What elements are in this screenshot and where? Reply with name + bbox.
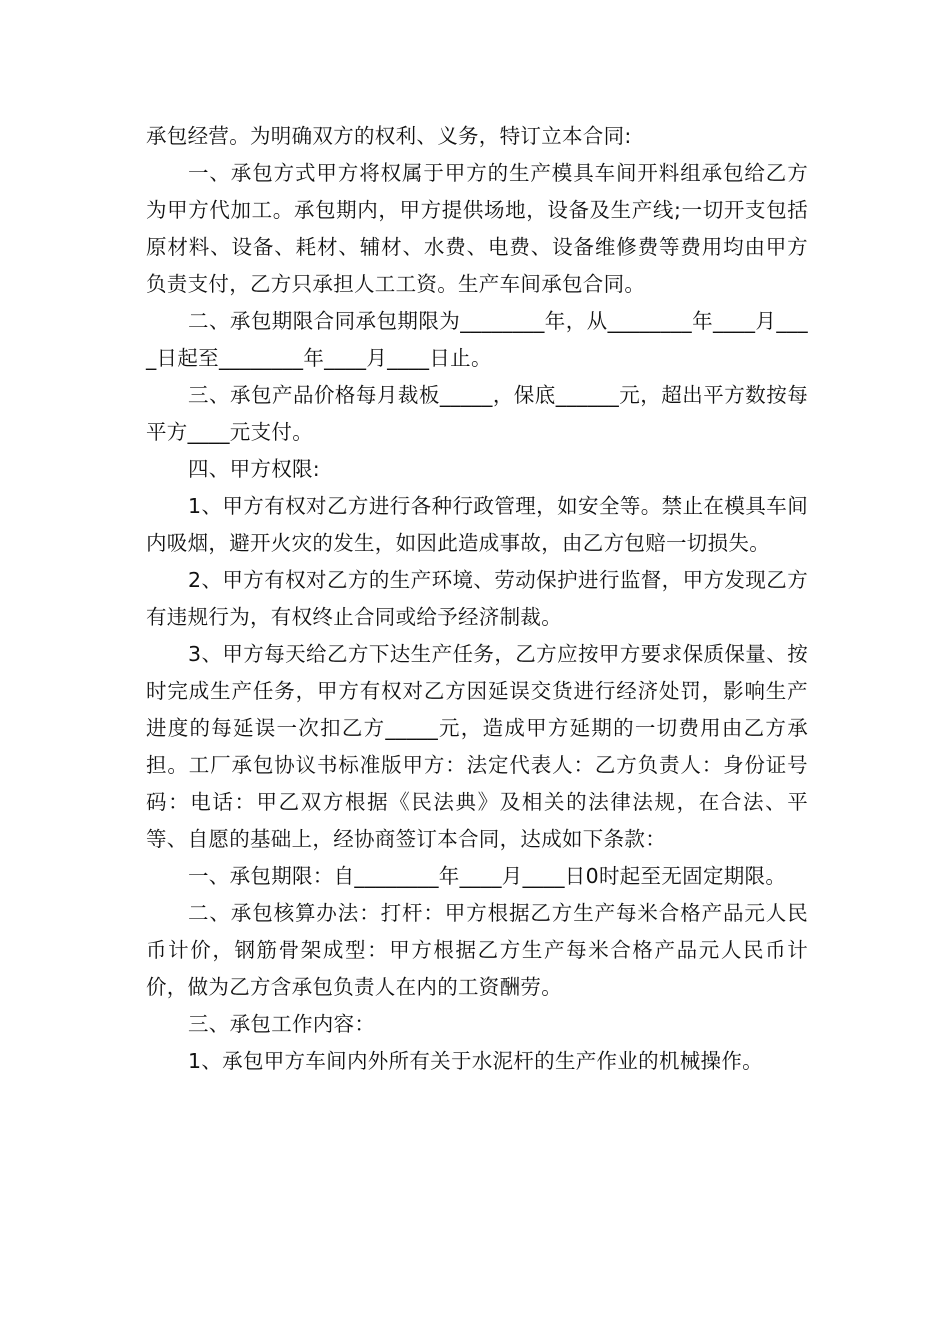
paragraph-intro: 承包经营。为明确双方的权利、义务，特订立本合同: <box>146 124 632 148</box>
paragraph-clause-2-accounting: 二、承包核算办法：打杆：甲方根据乙方生产每米合格产品元人民币计价，钢筋骨架成型：甲方根据乙方生产每米合格产品元人民币计价，做为乙方含承包负责人在内的工资酬劳。 <box>146 901 808 999</box>
paragraph-item-1-machine-operation: 1、承包甲方车间内外所有关于水泥杆的生产作业的机械操作。 <box>188 1049 763 1073</box>
paragraph-clause-4-party-a-rights: 四、甲方权限: <box>188 457 321 481</box>
paragraph-clause-3-product-price: 三、承包产品价格每月裁板_____，保底______元，超出平方数按每平方____元支付。 <box>146 383 808 444</box>
paragraph-clause-1-term-start: 一、承包期限：自________年____月____日0时起至无固定期限。 <box>188 864 787 888</box>
paragraph-clause-2-contract-term: 二、承包期限合同承包期限为________年，从________年____月____日起至________年____月____日止。 <box>146 309 808 370</box>
paragraph-item-2-supervision: 2、甲方有权对乙方的生产环境、劳动保护进行监督，甲方发现乙方有违规行为，有权终止合同或给予经济制裁。 <box>146 568 808 629</box>
paragraph-item-3-production-tasks: 3、甲方每天给乙方下达生产任务，乙方应按甲方要求保质保量、按时完成生产任务，甲方有权对乙方因延误交货进行经济处罚，影响生产进度的每延误一次扣乙方_____元，造成甲方延期的一切费用由乙方承担。工厂承包协议书标准版甲方：法定代表人：乙方负责人：身份证号码：电话：甲乙双方根据《民法典》及相关的法律法规，在合法、平等、自愿的基础上，经协商签订本合同，达成如下条款： <box>146 642 808 851</box>
paragraph-item-1-administration: 1、甲方有权对乙方进行各种行政管理，如安全等。禁止在模具车间内吸烟，避开火灾的发生，如因此造成事故，由乙方包赔一切损失。 <box>146 494 808 555</box>
document-body <box>146 118 808 1080</box>
paragraph-clause-3-work-content: 三、承包工作内容： <box>188 1012 376 1036</box>
paragraph-clause-1-contract-method: 一、承包方式甲方将权属于甲方的生产模具车间开料组承包给乙方为甲方代加工。承包期内，甲方提供场地，设备及生产线;一切开支包括原材料、设备、耗材、辅材、水费、电费、设备维修费等费用均由甲方负责支付，乙方只承担人工工资。生产车间承包合同。 <box>146 161 808 296</box>
